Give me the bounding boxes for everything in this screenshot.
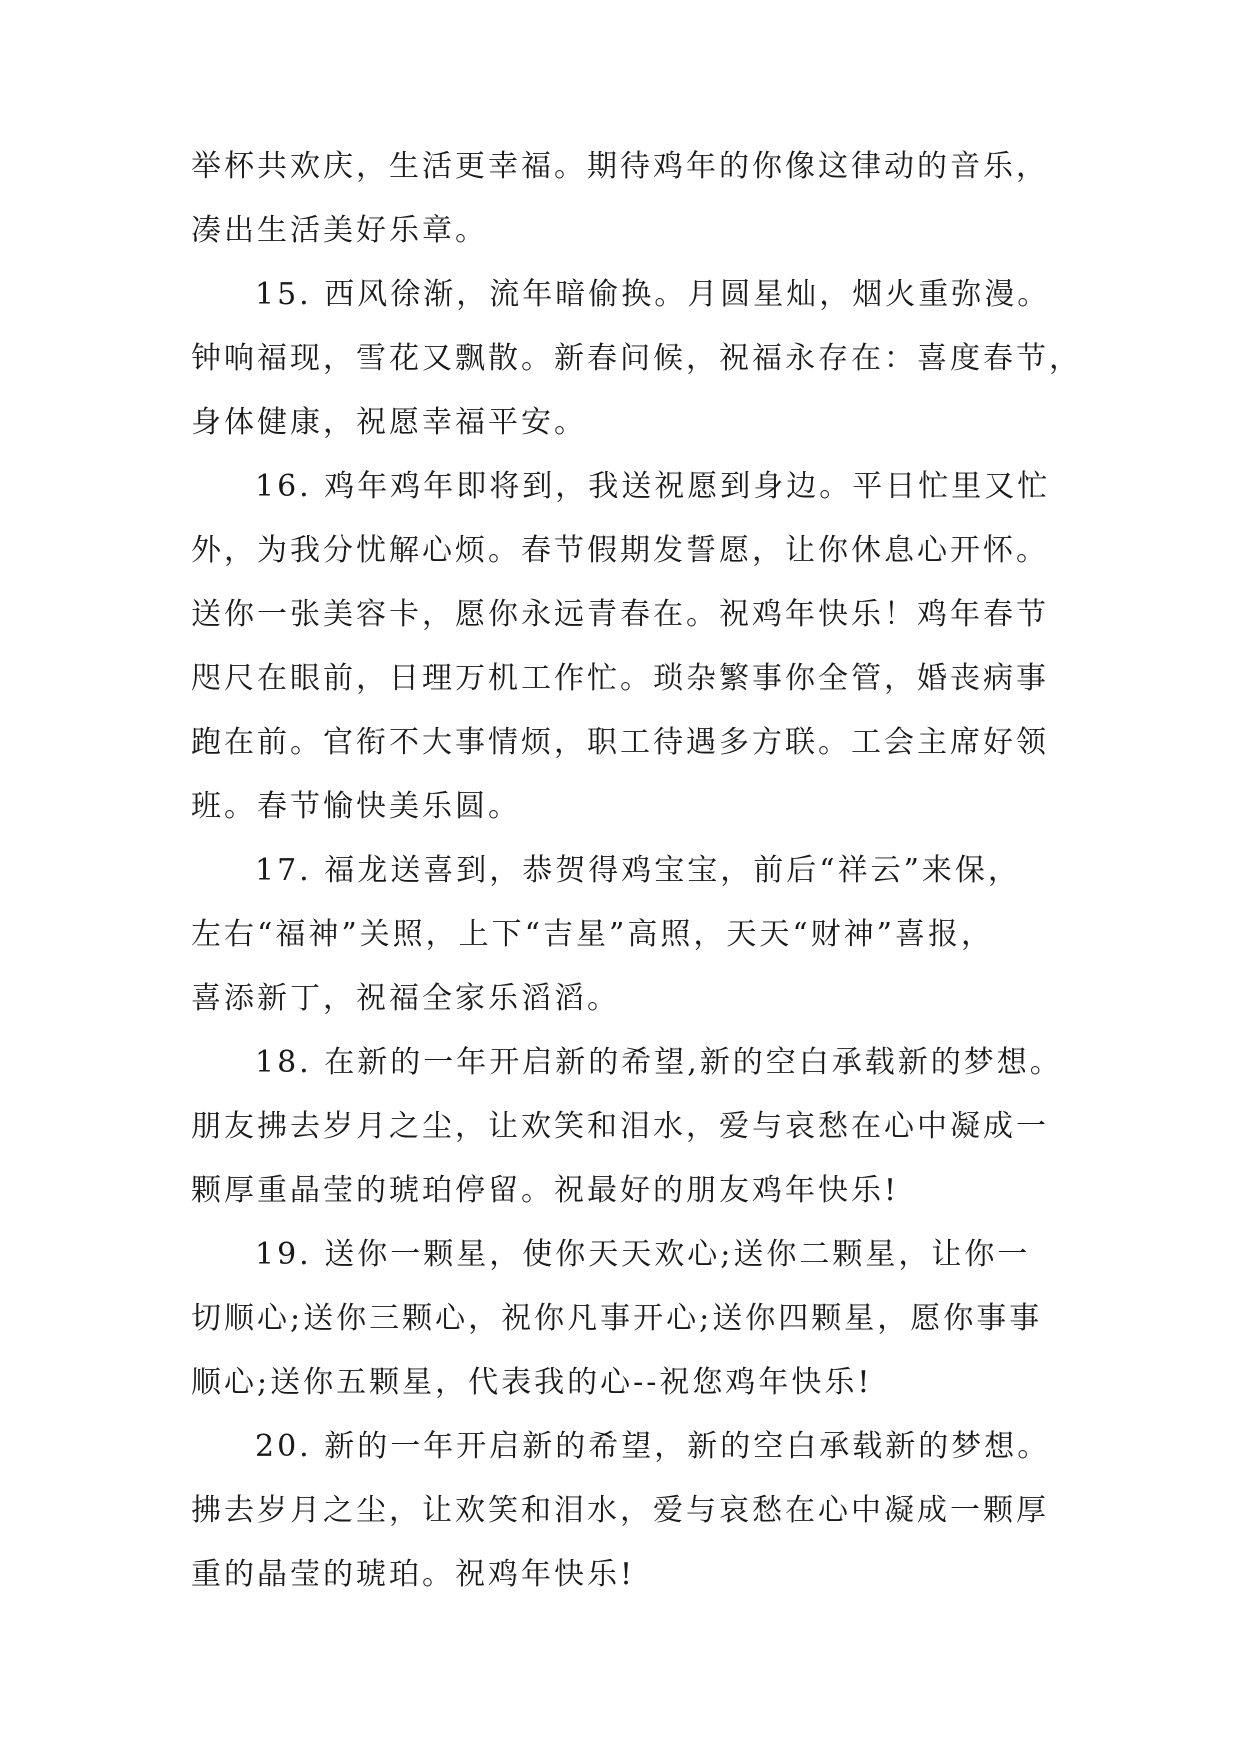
paragraph-20-first-line: 20. 新的一年开启新的希望，新的空白承载新的梦想。 (255, 1429, 1051, 1464)
paragraph-line: 跑在前。官衔不大事情烦，职工待遇多方联。工会主席好领 (191, 725, 1049, 760)
paragraph-line: 身体健康，祝愿幸福平安。 (191, 405, 587, 440)
paragraph-line: 钟响福现，雪花又飘散。新春问候，祝福永存在：喜度春节， (191, 341, 1082, 376)
paragraph-15-first-line: 15. 西风徐渐，流年暗偷换。月圆星灿，烟火重弥漫。 (255, 277, 1051, 312)
paragraph-line: 朋友拂去岁月之尘，让欢笑和泪水，爱与哀愁在心中凝成一 (191, 1109, 1049, 1144)
paragraph-17-first-line: 17. 福龙送喜到，恭贺得鸡宝宝，前后“祥云”来保， (255, 853, 1021, 888)
paragraph-line: 颗厚重晶莹的琥珀停留。祝最好的朋友鸡年快乐! (191, 1173, 900, 1208)
paragraph-line: 咫尺在眼前，日理万机工作忙。琐杂繁事你全管，婚丧病事 (191, 661, 1049, 696)
paragraph-line: 重的晶莹的琥珀。祝鸡年快乐! (191, 1557, 636, 1592)
paragraph-line: 班。春节愉快美乐圆。 (191, 789, 521, 824)
paragraph-18-first-line: 18. 在新的一年开启新的希望,新的空白承载新的梦想。 (255, 1045, 1063, 1080)
paragraph-line: 喜添新丁，祝福全家乐滔滔。 (191, 981, 620, 1016)
paragraph-line: 拂去岁月之尘，让欢笑和泪水，爱与哀愁在心中凝成一颗厚 (191, 1493, 1049, 1528)
paragraph-line: 左右“福神”关照，上下“吉星”高照，天天“财神”喜报， (191, 917, 995, 952)
paragraph-line: 外，为我分忧解心烦。春节假期发誓愿，让你休息心开怀。 (191, 533, 1049, 568)
paragraph-line: 凑出生活美好乐章。 (191, 213, 488, 248)
paragraph-line: 送你一张美容卡，愿你永远青春在。祝鸡年快乐！鸡年春节 (191, 597, 1049, 632)
paragraph-line: 举杯共欢庆，生活更幸福。期待鸡年的你像这律动的音乐， (191, 149, 1049, 184)
paragraph-16-first-line: 16. 鸡年鸡年即将到，我送祝愿到身边。平日忙里又忙 (255, 469, 1051, 504)
paragraph-line: 切顺心;送你三颗心，祝你凡事开心;送你四颗星，愿你事事 (191, 1301, 1043, 1336)
paragraph-line: 顺心;送你五颗星，代表我的心--祝您鸡年快乐! (191, 1365, 873, 1400)
document-body (191, 135, 1082, 1607)
paragraph-19-first-line: 19. 送你一颗星，使你天天欢心;送你二颗星，让你一 (255, 1237, 1031, 1272)
